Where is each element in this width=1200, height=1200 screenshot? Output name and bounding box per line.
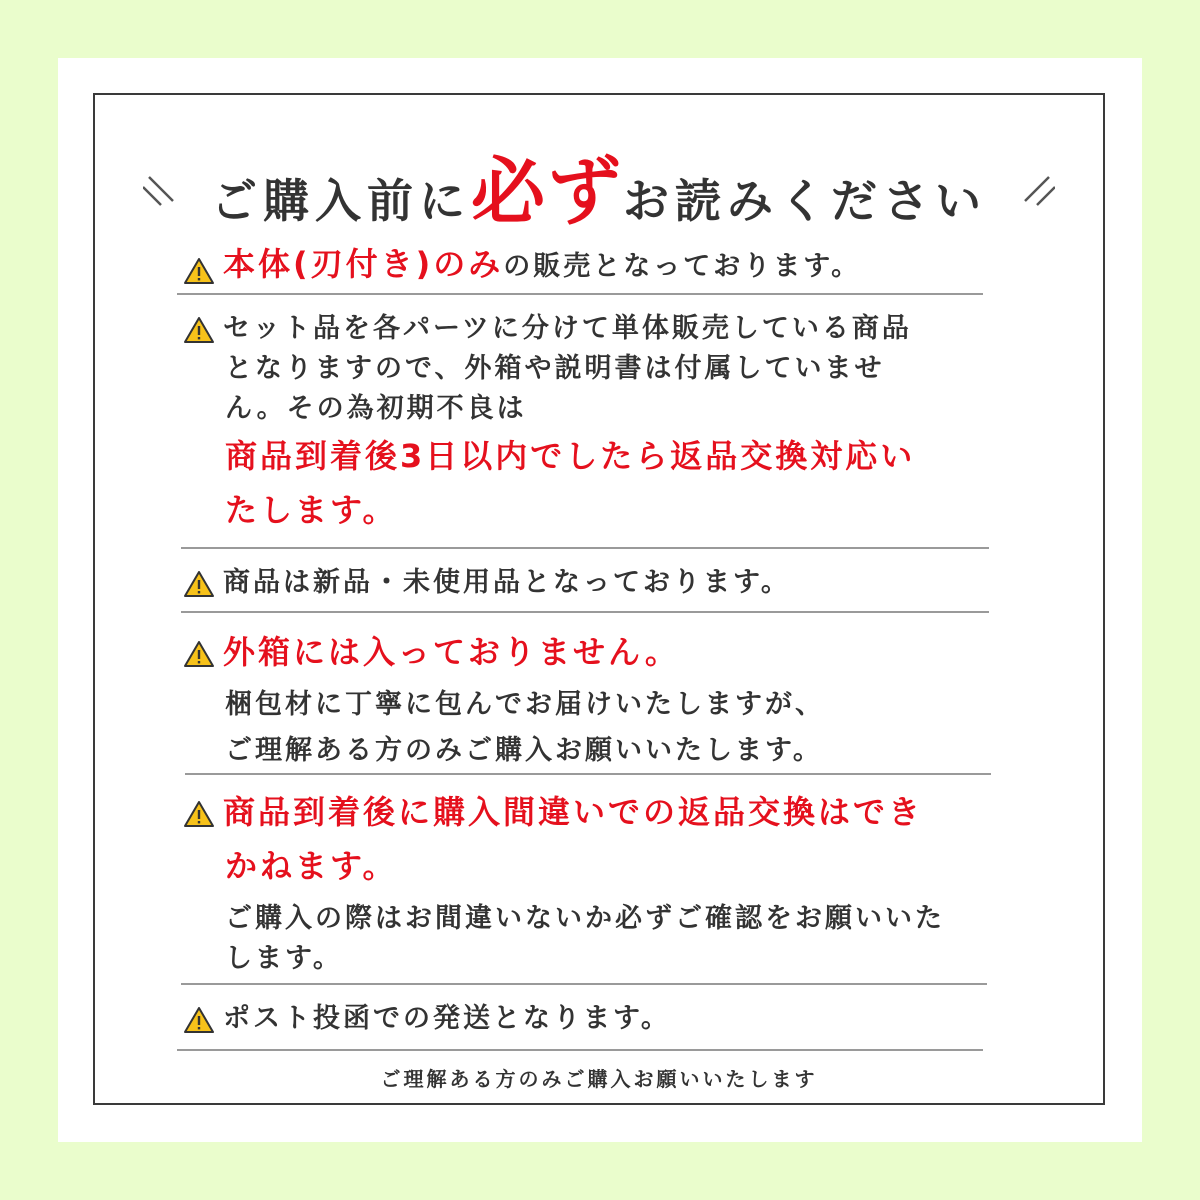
warning-icon xyxy=(183,570,215,598)
notice-6-text: ポスト投函での発送となります。 xyxy=(223,1003,671,1034)
warning-icon xyxy=(183,257,215,285)
warning-icon xyxy=(183,800,215,828)
divider-3 xyxy=(181,611,989,613)
notice-5-red-2: かねます。 xyxy=(225,847,398,885)
warning-icon xyxy=(183,1006,215,1034)
page-title xyxy=(95,147,1103,246)
notice-4-red: 外箱には入っておりません。 xyxy=(223,633,680,671)
divider-5 xyxy=(181,983,987,985)
notice-2-red-2: たします。 xyxy=(225,491,398,529)
divider-4 xyxy=(185,773,991,775)
notice-4 xyxy=(183,625,825,771)
warning-icon xyxy=(183,316,215,344)
notice-1-red: 本体(刃付き)のみ xyxy=(223,245,504,283)
notice-5-red-1: 商品到着後に購入間違いでの返品交換はでき xyxy=(223,793,924,831)
notice-3-text: 商品は新品・未使用品となっております。 xyxy=(223,567,791,598)
notice-2 xyxy=(183,309,915,537)
notice-5-line-1: ご購入の際はお間違いないか必ずご確認をお願いいた xyxy=(225,903,945,934)
notice-5 xyxy=(183,785,945,979)
notice-frame xyxy=(93,93,1105,1105)
notice-card xyxy=(58,58,1142,1142)
notice-2-line-1: セット品を各パーツに分けて単体販売している商品 xyxy=(183,309,915,349)
notice-2-red-1: 商品到着後3日以内でしたら返品交換対応い xyxy=(225,437,916,475)
notice-5-line-2: します。 xyxy=(225,943,343,974)
title-before: ご購入前に xyxy=(211,174,471,228)
title-emphasis: 必ず xyxy=(471,149,623,235)
notice-4-line-2: ご理解ある方のみご購入お願いいたします。 xyxy=(225,735,823,766)
footer-note: ご理解ある方のみご購入お願いいたします xyxy=(380,1067,818,1091)
warning-icon xyxy=(183,640,215,668)
divider-1 xyxy=(177,293,983,295)
divider-6 xyxy=(177,1049,983,1051)
title-after: お読みください xyxy=(623,174,987,228)
notice-1 xyxy=(183,237,861,291)
notice-6 xyxy=(183,999,671,1039)
notice-1-text: の販売となっております。 xyxy=(503,251,862,282)
notice-4-line-1: 梱包材に丁寧に包んでお届けいたしますが、 xyxy=(225,689,825,720)
notice-2-line-2: となりますので、外箱や説明書は付属していませ xyxy=(225,353,885,384)
notice-3 xyxy=(183,563,791,603)
notice-2-line-3: ん。その為初期不良は xyxy=(225,393,527,424)
divider-2 xyxy=(181,547,989,549)
